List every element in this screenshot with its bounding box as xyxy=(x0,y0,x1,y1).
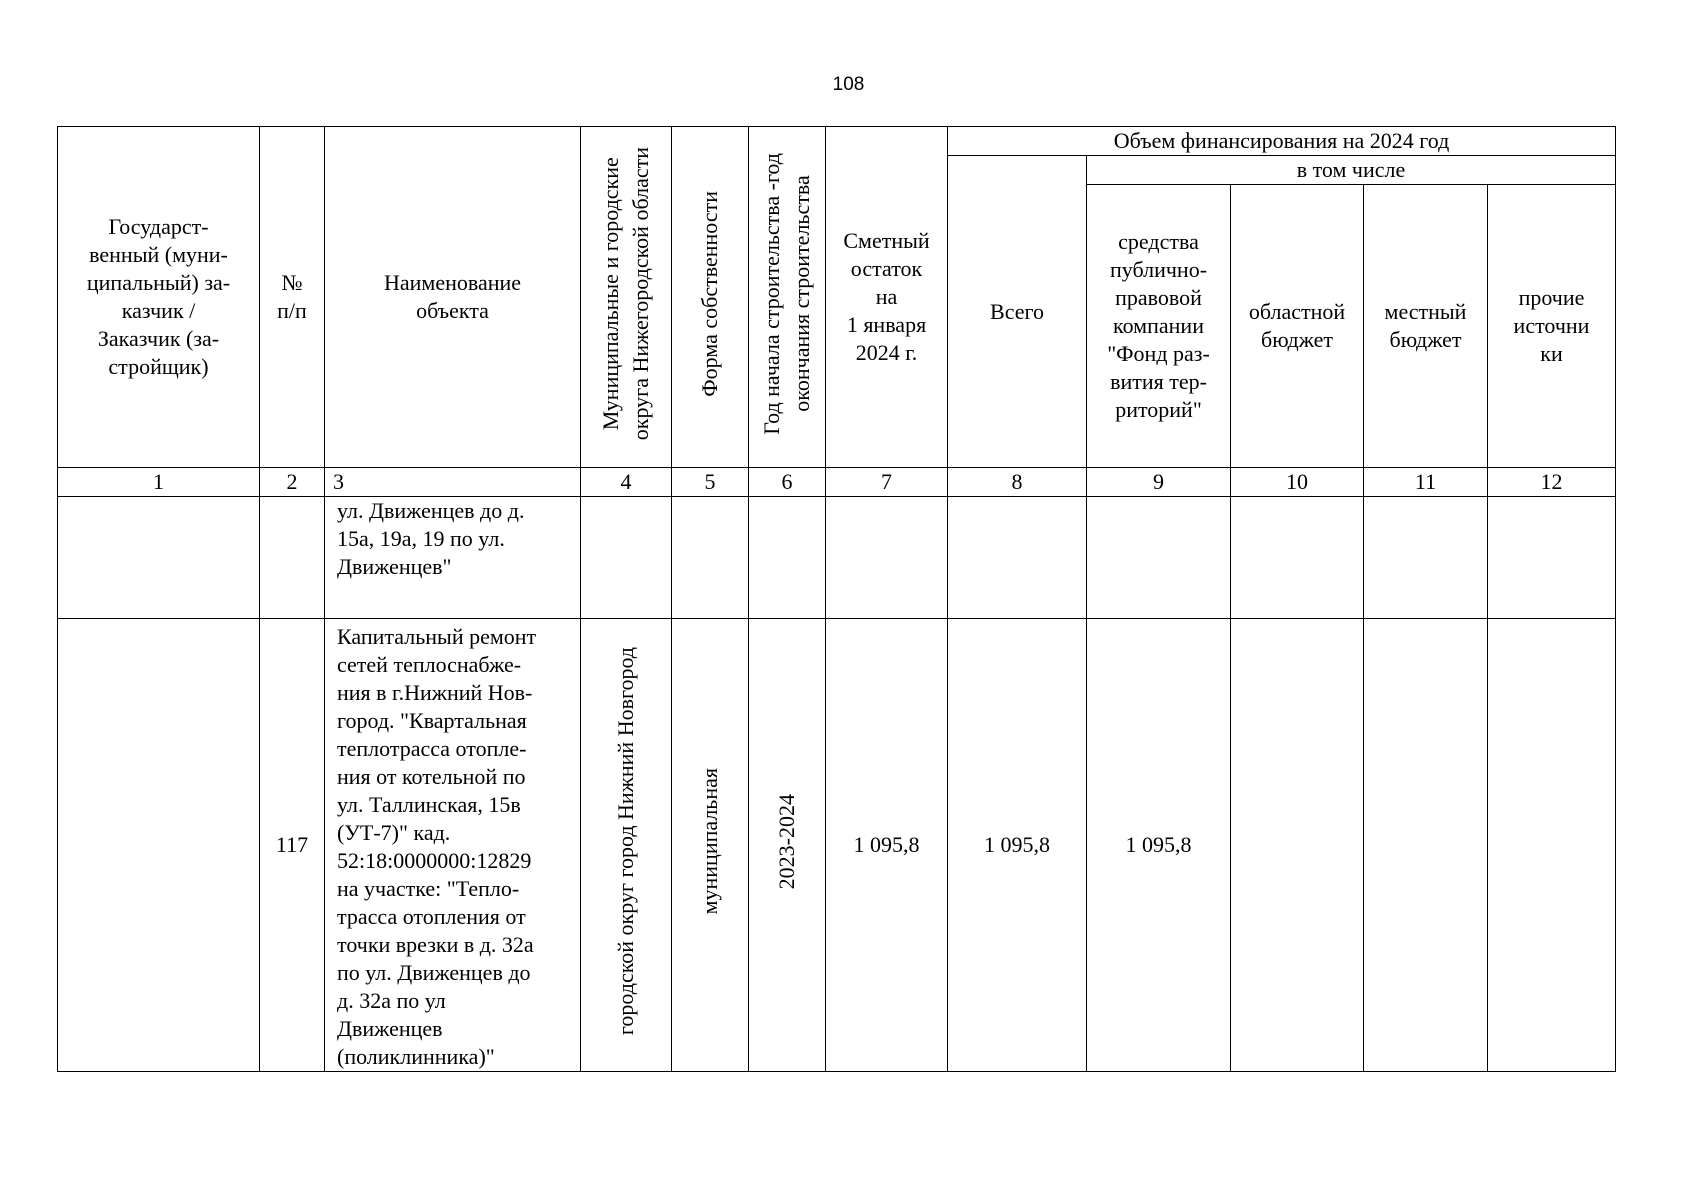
cell-row-number xyxy=(260,497,325,619)
cell-balance xyxy=(826,497,948,619)
financing-table xyxy=(57,126,1616,1072)
cell-other xyxy=(1488,619,1616,1072)
header-local-budget: местный бюджет xyxy=(1364,185,1488,468)
column-number-row xyxy=(58,468,1616,497)
header-regional-budget: областной бюджет xyxy=(1231,185,1364,468)
cell-regional xyxy=(1231,619,1364,1072)
cell-row-number: 117 xyxy=(260,619,325,1072)
header-ownership: Форма собственности xyxy=(672,127,749,468)
column-number: 3 xyxy=(325,468,581,497)
cell-years xyxy=(749,497,826,619)
column-number: 2 xyxy=(260,468,325,497)
cell-object-name: Капитальный ремонт сетей теплоснабже- ния в г.Нижний Нов- город. "Квартальная теплотрасса отопле- ния от котельной по ул. Таллинская, 15в (УТ-7)" кад. 52:18:0000000:12829 на участке: "Тепло- трасса отопления от точки врезки в д. 32а по ул. Движенцев до д. 32а по ул Движенцев (поликлинника)" xyxy=(325,619,581,1072)
column-number: 7 xyxy=(826,468,948,497)
table-row xyxy=(58,619,1616,1072)
cell-years: 2023-2024 xyxy=(749,619,826,1072)
cell-object-name: ул. Движенцев до д. 15а, 19а, 19 по ул. Движенцев" xyxy=(325,497,581,619)
header-district: Муниципальные и городские округа Нижегородской области xyxy=(581,127,672,468)
cell-district xyxy=(581,497,672,619)
table-row xyxy=(58,497,1616,619)
cell-ownership: муниципальная xyxy=(672,619,749,1072)
header-customer: Государст- венный (муни- ципальный) за- казчик / Заказчик (за- стройщик) xyxy=(58,127,260,468)
column-number: 1 xyxy=(58,468,260,497)
cell-other xyxy=(1488,497,1616,619)
column-number: 5 xyxy=(672,468,749,497)
header-years: Год начала строительства -год окончания строительства xyxy=(749,127,826,468)
cell-local xyxy=(1364,497,1488,619)
cell-balance: 1 095,8 xyxy=(826,619,948,1072)
header-total: Всего xyxy=(948,156,1087,468)
header-object-name: Наименование объекта xyxy=(325,127,581,468)
cell-district: городской округ город Нижний Новгород xyxy=(581,619,672,1072)
column-number: 6 xyxy=(749,468,826,497)
cell-regional xyxy=(1231,497,1364,619)
page-number: 108 xyxy=(832,74,865,95)
column-number: 12 xyxy=(1488,468,1616,497)
header-fund: средства публично- правовой компании "Фонд раз- вития тер- риторий" xyxy=(1087,185,1231,468)
header-other-sources: прочие источни ки xyxy=(1488,185,1616,468)
header-financing-title: Объем финансирования на 2024 год xyxy=(948,127,1616,156)
cell-total: 1 095,8 xyxy=(948,619,1087,1072)
column-number: 11 xyxy=(1364,468,1488,497)
cell-total xyxy=(948,497,1087,619)
cell-customer xyxy=(58,497,260,619)
header-balance: Сметный остаток на 1 января 2024 г. xyxy=(826,127,948,468)
column-number: 8 xyxy=(948,468,1087,497)
column-number: 10 xyxy=(1231,468,1364,497)
cell-fund xyxy=(1087,497,1231,619)
cell-customer xyxy=(58,619,260,1072)
header-including: в том числе xyxy=(1087,156,1616,185)
cell-fund: 1 095,8 xyxy=(1087,619,1231,1072)
header-row-number: № п/п xyxy=(260,127,325,468)
cell-local xyxy=(1364,619,1488,1072)
column-number: 9 xyxy=(1087,468,1231,497)
cell-ownership xyxy=(672,497,749,619)
column-number: 4 xyxy=(581,468,672,497)
